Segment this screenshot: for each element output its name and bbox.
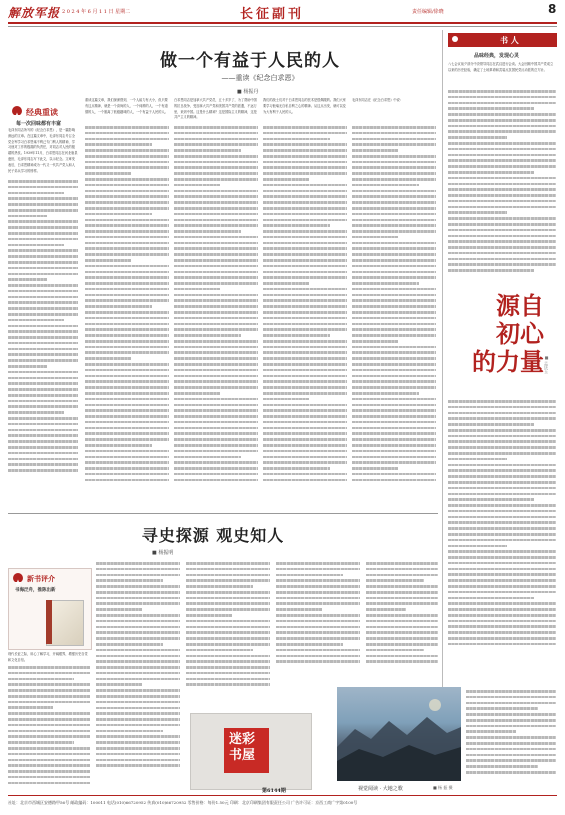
issue-number: 第6144期: [262, 788, 286, 794]
article-column-5: [352, 98, 436, 510]
text-block: [85, 126, 169, 484]
article-author: ■ 杨振丹: [237, 89, 259, 95]
sidebar-text-bottom: [466, 690, 556, 792]
second-article-column-4: [276, 562, 360, 682]
sidebar-divider: [442, 30, 443, 690]
footer-info: 社址：北京市西城区安德路甲56号 邮政编码：100011 电话(010)66720952 传真(010)66720952 零售价格：每份1.50元 印刷：北京印刷集团有限责任公司 广告许可证：京西工商广字第0100号: [8, 800, 358, 805]
calligraphy-line: 初心: [496, 319, 544, 348]
article-column-1: [8, 128, 78, 510]
calligraphy-line: 的力量: [472, 347, 544, 376]
photo-caption: 视觉阅读 · 大地之歌: [358, 786, 403, 792]
essay-tag: 经典重读: [26, 107, 58, 117]
sidebar-text: [448, 62, 556, 282]
text-block: [8, 180, 78, 475]
second-article-headline: 寻史探源 观史知人: [141, 526, 285, 545]
star-icon: [13, 573, 23, 583]
second-article-column-3: [186, 562, 270, 707]
section-title: 长征副刊: [240, 7, 305, 22]
article-paragraph-5: 毛泽东同志在《纪念白求恩》中说：: [352, 98, 403, 102]
article-column-3: [174, 98, 258, 510]
second-article-lead: 现代长征之际，用心了解学习，开阔眼界，增强历史自觉和文化自信。: [8, 652, 88, 662]
second-article-column-1: [8, 652, 90, 792]
landscape-photo: [337, 687, 461, 781]
star-icon: [12, 106, 22, 116]
book-spine: [46, 600, 52, 644]
issue-date: 2 0 2 4 年 6 月 1 1 日 星期二: [62, 9, 131, 15]
second-article-column-5: [366, 562, 438, 682]
newspaper-logo: 解放军报: [8, 6, 61, 20]
bookstore-logo-text: 迷彩书屋: [229, 732, 256, 763]
editor-credit: 责任编辑/徐晓: [412, 9, 444, 15]
star-icon: [452, 36, 458, 42]
sidebar-text-lower: [448, 400, 556, 682]
calligraphy-line: 源自: [496, 291, 544, 320]
article-paragraph-2: 重读这篇文章，我们深深感到，一个人能力有大小，但只要有这点精神，就是一个高尚的人，一个纯粹的人，一个有道德的人，一个脱离了低级趣味的人，一个有益于人民的人。: [85, 98, 168, 114]
book-review-tag: 新书评介: [27, 574, 55, 583]
article-headline: 做一个有益于人民的人: [160, 51, 340, 71]
text-block: [352, 126, 436, 484]
page-number: 8: [548, 2, 557, 16]
photo-credit: ■ 杨 振 摄: [433, 785, 453, 790]
essay-subtitle: 每一次回味都有丰富: [16, 121, 62, 127]
article-subhead: ——重读《纪念白求恩》: [221, 74, 299, 82]
article-lead-paragraph: 毛泽东同志所写的《纪念白求恩》，是一篇影响深远的文章。在这篇文章中，毛泽东同志号召全党全军学习白求恩毫不利己专门利人的精神，学习他对工作的极端的负责任，对同志对人民的极端的热忱。1939年11月，白求恩同志在河北唐县逝世，毛泽东同志写下此文，以示纪念。文章发表后，白求恩精神成为一代又一代共产党人和人民子弟兵学习的榜样。: [8, 128, 78, 173]
text-block: [8, 666, 90, 787]
section-divider: [8, 513, 438, 514]
text-block: [263, 126, 347, 484]
article-paragraph-4: 我们的战士们对于白求恩同志的医术是很佩服的。我们大家要学习他毫无自私自利之心的精神。从这点出发，就可以变为大有利于人民的人。: [263, 98, 346, 114]
article-column-4: [263, 98, 347, 510]
sidebar-subtitle: 品味经典，发现心灵: [474, 53, 520, 59]
text-block: [174, 126, 258, 484]
second-article-column-2: [96, 562, 180, 792]
masthead-thin-divider: [8, 26, 557, 27]
text-block: [448, 90, 556, 275]
calligraphy-credit: ■ 孟庆玉: [544, 355, 549, 374]
sidebar-lead-paragraph: 八七会议前夕部分中央领导同志在武汉进行会谈。大会回顾中国共产党成立以来的历史经验，确定了土地革命和武装反抗国民党反动派的总方针。: [448, 62, 554, 72]
footer-divider: [8, 795, 557, 796]
article-paragraph-3: 白求恩同志是加拿大共产党员，五十多岁了，为了帮助中国的抗日战争，受加拿大共产党和美国共产党的派遣，不远万里，来到中国。这是什么精神？这是国际主义的精神，这是共产主义的精神。: [174, 98, 257, 120]
sidebar-header: 书 人: [500, 35, 519, 45]
masthead-divider: [8, 22, 557, 24]
second-article-author: ■ 杨振明: [152, 550, 174, 556]
book-review-subtitle: 书海泛舟，推陈出新: [15, 588, 56, 593]
article-column-2: [85, 98, 169, 510]
